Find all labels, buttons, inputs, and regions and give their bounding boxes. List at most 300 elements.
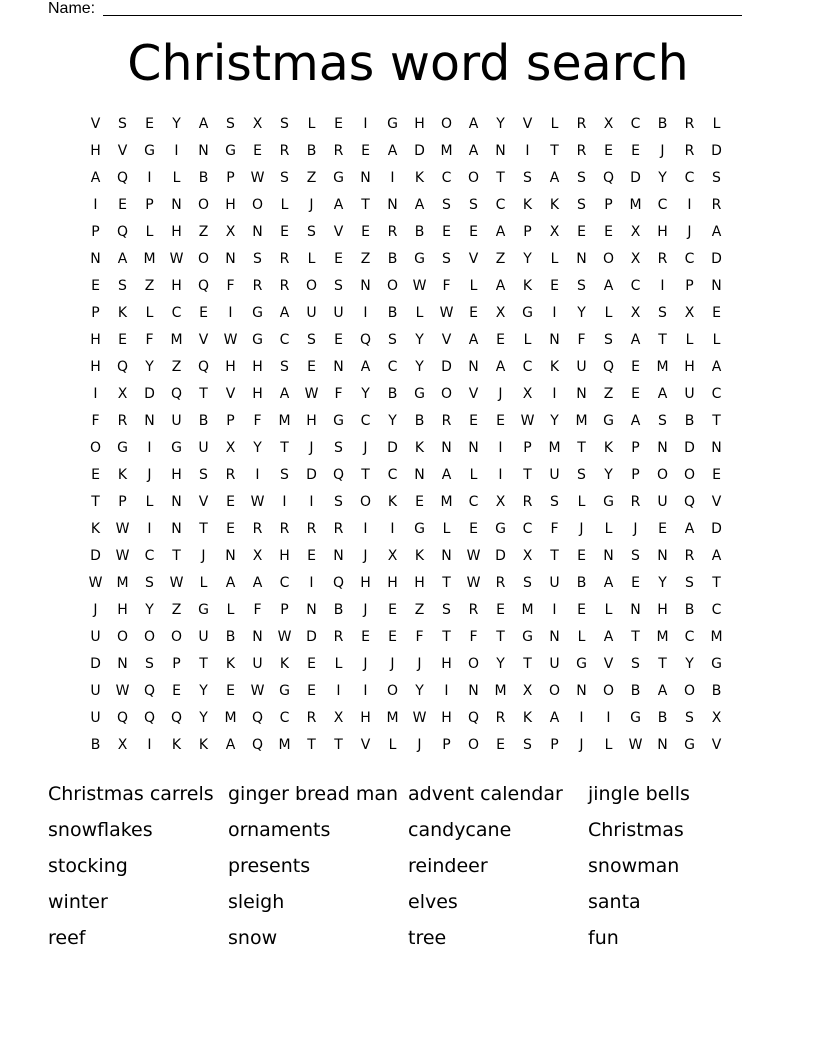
grid-letter[interactable]: A (603, 575, 614, 591)
grid-letter[interactable]: B (198, 413, 209, 429)
grid-letter[interactable]: C (360, 413, 371, 429)
grid-letter[interactable]: G (684, 737, 695, 753)
grid-letter[interactable]: T (712, 413, 721, 429)
grid-letter[interactable]: S (253, 251, 262, 267)
grid-letter[interactable]: R (495, 710, 506, 726)
grid-letter[interactable]: W (115, 521, 130, 537)
grid-letter[interactable]: S (280, 359, 289, 375)
grid-letter[interactable]: E (712, 305, 721, 321)
grid-letter[interactable]: S (118, 116, 127, 132)
grid-letter[interactable]: M (116, 575, 129, 591)
grid-letter[interactable]: Y (523, 251, 532, 267)
grid-letter[interactable]: T (307, 737, 316, 753)
grid-letter[interactable]: R (252, 278, 263, 294)
grid-letter[interactable]: I (147, 521, 152, 537)
grid-letter[interactable]: C (279, 710, 290, 726)
grid-letter[interactable]: A (711, 548, 722, 564)
grid-letter[interactable]: Q (170, 386, 183, 402)
grid-letter[interactable]: P (523, 440, 532, 456)
grid-letter[interactable]: K (522, 197, 533, 213)
grid-letter[interactable]: T (442, 629, 451, 645)
grid-letter[interactable]: N (171, 494, 182, 510)
grid-letter[interactable]: P (145, 197, 154, 213)
grid-letter[interactable]: I (93, 197, 98, 213)
grid-letter[interactable]: A (630, 413, 641, 429)
grid-letter[interactable]: S (523, 575, 532, 591)
grid-letter[interactable]: S (334, 440, 343, 456)
grid-letter[interactable]: R (576, 143, 587, 159)
grid-letter[interactable]: K (549, 359, 560, 375)
grid-letter[interactable]: Q (116, 710, 129, 726)
grid-letter[interactable]: E (226, 521, 235, 537)
grid-letter[interactable]: B (90, 737, 101, 753)
grid-letter[interactable]: C (279, 332, 290, 348)
grid-letter[interactable]: D (387, 440, 398, 456)
grid-letter[interactable]: P (631, 440, 640, 456)
grid-letter[interactable]: R (711, 197, 722, 213)
grid-letter[interactable]: N (468, 440, 479, 456)
grid-letter[interactable]: K (603, 440, 614, 456)
grid-letter[interactable]: C (387, 467, 398, 483)
grid-letter[interactable]: T (496, 629, 505, 645)
grid-letter[interactable]: A (468, 116, 479, 132)
grid-letter[interactable]: A (657, 683, 668, 699)
grid-letter[interactable]: A (495, 278, 506, 294)
grid-letter[interactable]: E (631, 575, 640, 591)
grid-letter[interactable]: G (603, 413, 614, 429)
grid-letter[interactable]: L (145, 494, 154, 510)
grid-letter[interactable]: W (169, 575, 184, 591)
grid-letter[interactable]: Z (198, 224, 209, 240)
grid-letter[interactable]: Q (332, 575, 345, 591)
grid-letter[interactable]: W (520, 413, 535, 429)
grid-letter[interactable]: T (280, 440, 289, 456)
grid-letter[interactable]: S (523, 737, 532, 753)
grid-letter[interactable]: E (577, 602, 586, 618)
grid-letter[interactable]: A (468, 332, 479, 348)
grid-letter[interactable]: I (390, 521, 395, 537)
grid-letter[interactable]: L (712, 116, 721, 132)
grid-letter[interactable]: E (469, 413, 478, 429)
grid-letter[interactable]: C (684, 170, 695, 186)
grid-letter[interactable]: E (577, 548, 586, 564)
grid-letter[interactable]: H (90, 332, 101, 348)
grid-letter[interactable]: Z (495, 251, 506, 267)
grid-letter[interactable]: M (143, 251, 156, 267)
grid-letter[interactable]: O (602, 251, 615, 267)
grid-letter[interactable]: T (658, 656, 667, 672)
grid-letter[interactable]: H (90, 143, 101, 159)
grid-letter[interactable]: K (117, 305, 128, 321)
grid-letter[interactable]: E (631, 386, 640, 402)
grid-letter[interactable]: A (225, 737, 236, 753)
grid-letter[interactable]: W (466, 548, 481, 564)
grid-letter[interactable]: N (576, 386, 587, 402)
grid-letter[interactable]: H (117, 602, 128, 618)
grid-letter[interactable]: W (304, 386, 319, 402)
grid-letter[interactable]: N (441, 548, 452, 564)
grid-letter[interactable]: X (252, 548, 263, 564)
grid-letter[interactable]: H (360, 575, 371, 591)
grid-letter[interactable]: I (255, 467, 260, 483)
grid-letter[interactable]: N (603, 548, 614, 564)
grid-letter[interactable]: D (306, 467, 317, 483)
grid-letter[interactable]: Q (332, 467, 345, 483)
grid-letter[interactable]: A (387, 143, 398, 159)
grid-letter[interactable]: D (630, 170, 641, 186)
grid-letter[interactable]: S (334, 494, 343, 510)
grid-letter[interactable]: X (603, 116, 614, 132)
grid-letter[interactable]: Y (145, 602, 154, 618)
grid-letter[interactable]: D (711, 521, 722, 537)
grid-letter[interactable]: E (361, 629, 370, 645)
grid-letter[interactable]: P (118, 494, 127, 510)
grid-letter[interactable]: P (604, 197, 613, 213)
grid-letter[interactable]: O (440, 386, 453, 402)
grid-letter[interactable]: A (468, 143, 479, 159)
grid-letter[interactable]: P (91, 224, 100, 240)
grid-letter[interactable]: K (198, 737, 209, 753)
grid-letter[interactable]: N (333, 359, 344, 375)
grid-letter[interactable]: L (685, 332, 694, 348)
grid-letter[interactable]: A (630, 332, 641, 348)
grid-letter[interactable]: E (469, 521, 478, 537)
grid-letter[interactable]: O (359, 494, 372, 510)
grid-letter[interactable]: E (550, 278, 559, 294)
grid-letter[interactable]: V (90, 116, 101, 132)
grid-letter[interactable]: X (225, 440, 236, 456)
grid-letter[interactable]: E (496, 737, 505, 753)
grid-letter[interactable]: J (579, 737, 584, 753)
grid-letter[interactable]: C (711, 602, 722, 618)
grid-letter[interactable]: F (253, 602, 262, 618)
grid-letter[interactable]: Y (145, 359, 154, 375)
grid-letter[interactable]: N (414, 467, 425, 483)
grid-letter[interactable]: C (630, 278, 641, 294)
grid-letter[interactable]: N (90, 251, 101, 267)
grid-letter[interactable]: A (117, 251, 128, 267)
grid-letter[interactable]: F (442, 278, 451, 294)
grid-letter[interactable]: A (279, 386, 290, 402)
grid-letter[interactable]: G (117, 440, 128, 456)
grid-letter[interactable]: I (93, 386, 98, 402)
grid-letter[interactable]: M (170, 332, 183, 348)
grid-letter[interactable]: O (251, 197, 264, 213)
grid-letter[interactable]: A (603, 278, 614, 294)
grid-letter[interactable]: W (115, 548, 130, 564)
grid-letter[interactable]: K (414, 548, 425, 564)
grid-letter[interactable]: B (387, 305, 398, 321)
grid-letter[interactable]: S (226, 116, 235, 132)
grid-letter[interactable]: N (306, 602, 317, 618)
grid-letter[interactable]: U (549, 575, 560, 591)
grid-letter[interactable]: I (363, 683, 368, 699)
grid-letter[interactable]: X (117, 386, 128, 402)
grid-letter[interactable]: Y (253, 440, 262, 456)
grid-letter[interactable]: K (171, 737, 182, 753)
grid-letter[interactable]: R (279, 278, 290, 294)
grid-letter[interactable]: Y (496, 116, 505, 132)
grid-letter[interactable]: B (711, 683, 722, 699)
grid-letter[interactable]: N (225, 251, 236, 267)
grid-letter[interactable]: D (90, 548, 101, 564)
grid-letter[interactable]: Y (604, 467, 613, 483)
grid-letter[interactable]: E (442, 224, 451, 240)
grid-letter[interactable]: G (198, 602, 209, 618)
grid-letter[interactable]: E (415, 494, 424, 510)
grid-letter[interactable]: V (360, 737, 371, 753)
grid-letter[interactable]: Z (414, 602, 425, 618)
grid-letter[interactable]: O (467, 737, 480, 753)
grid-letter[interactable]: P (523, 224, 532, 240)
grid-letter[interactable]: E (604, 224, 613, 240)
grid-letter[interactable]: V (468, 251, 479, 267)
grid-letter[interactable]: R (333, 143, 344, 159)
grid-letter[interactable]: R (279, 143, 290, 159)
grid-letter[interactable]: D (684, 440, 695, 456)
grid-letter[interactable]: W (115, 683, 130, 699)
grid-letter[interactable]: L (307, 251, 316, 267)
grid-letter[interactable]: H (360, 710, 371, 726)
grid-letter[interactable]: E (280, 224, 289, 240)
grid-letter[interactable]: V (711, 737, 722, 753)
grid-letter[interactable]: T (631, 629, 640, 645)
grid-letter[interactable]: E (361, 143, 370, 159)
grid-letter[interactable]: A (549, 170, 560, 186)
grid-letter[interactable]: X (387, 548, 398, 564)
grid-letter[interactable]: U (90, 710, 101, 726)
grid-letter[interactable]: R (576, 116, 587, 132)
grid-letter[interactable]: I (606, 710, 611, 726)
grid-letter[interactable]: R (684, 548, 695, 564)
grid-letter[interactable]: V (522, 116, 533, 132)
grid-letter[interactable]: N (657, 548, 668, 564)
grid-letter[interactable]: Q (116, 224, 129, 240)
grid-letter[interactable]: F (91, 413, 100, 429)
grid-letter[interactable]: V (198, 494, 209, 510)
grid-letter[interactable]: B (225, 629, 236, 645)
grid-letter[interactable]: O (386, 278, 399, 294)
grid-letter[interactable]: J (579, 521, 584, 537)
grid-letter[interactable]: X (630, 251, 641, 267)
grid-letter[interactable]: W (412, 710, 427, 726)
grid-letter[interactable]: O (440, 116, 453, 132)
grid-letter[interactable]: E (496, 413, 505, 429)
grid-letter[interactable]: T (550, 548, 559, 564)
grid-letter[interactable]: Y (415, 332, 424, 348)
grid-letter[interactable]: L (280, 197, 289, 213)
grid-letter[interactable]: J (363, 440, 368, 456)
grid-letter[interactable]: M (548, 440, 561, 456)
grid-letter[interactable]: A (225, 575, 236, 591)
grid-letter[interactable]: D (711, 251, 722, 267)
grid-letter[interactable]: R (333, 629, 344, 645)
grid-letter[interactable]: J (660, 143, 665, 159)
grid-letter[interactable]: R (684, 143, 695, 159)
grid-letter[interactable]: O (548, 683, 561, 699)
grid-letter[interactable]: L (550, 116, 559, 132)
grid-letter[interactable]: Y (415, 683, 424, 699)
grid-letter[interactable]: Q (467, 710, 480, 726)
grid-letter[interactable]: O (197, 197, 210, 213)
grid-letter[interactable]: E (172, 683, 181, 699)
grid-letter[interactable]: B (414, 224, 425, 240)
grid-letter[interactable]: B (333, 602, 344, 618)
grid-letter[interactable]: B (684, 602, 695, 618)
grid-letter[interactable]: H (657, 602, 668, 618)
grid-letter[interactable]: O (305, 278, 318, 294)
grid-letter[interactable]: G (603, 494, 614, 510)
grid-letter[interactable]: L (604, 737, 613, 753)
grid-letter[interactable]: N (171, 521, 182, 537)
grid-letter[interactable]: R (306, 521, 317, 537)
grid-letter[interactable]: G (252, 332, 263, 348)
grid-letter[interactable]: E (631, 359, 640, 375)
grid-letter[interactable]: M (440, 143, 453, 159)
grid-letter[interactable]: T (199, 521, 208, 537)
grid-letter[interactable]: C (684, 251, 695, 267)
grid-letter[interactable]: U (90, 683, 101, 699)
grid-letter[interactable]: M (440, 494, 453, 510)
grid-letter[interactable]: Y (172, 116, 181, 132)
grid-letter[interactable]: N (576, 683, 587, 699)
grid-letter[interactable]: S (577, 278, 586, 294)
grid-letter[interactable]: F (145, 332, 154, 348)
grid-letter[interactable]: L (577, 494, 586, 510)
grid-letter[interactable]: N (657, 440, 668, 456)
grid-letter[interactable]: R (279, 251, 290, 267)
grid-letter[interactable]: C (279, 575, 290, 591)
grid-letter[interactable]: L (226, 602, 235, 618)
grid-letter[interactable]: A (711, 224, 722, 240)
grid-letter[interactable]: H (441, 710, 452, 726)
grid-letter[interactable]: M (656, 359, 669, 375)
grid-letter[interactable]: M (629, 197, 642, 213)
grid-letter[interactable]: O (467, 656, 480, 672)
grid-letter[interactable]: P (550, 737, 559, 753)
grid-letter[interactable]: U (198, 629, 209, 645)
grid-letter[interactable]: G (576, 656, 587, 672)
grid-letter[interactable]: S (388, 332, 397, 348)
grid-letter[interactable]: F (334, 386, 343, 402)
grid-letter[interactable]: K (549, 197, 560, 213)
grid-letter[interactable]: O (386, 683, 399, 699)
grid-letter[interactable]: L (604, 305, 613, 321)
grid-letter[interactable]: R (522, 494, 533, 510)
grid-letter[interactable]: I (336, 683, 341, 699)
grid-letter[interactable]: H (90, 359, 101, 375)
grid-letter[interactable]: V (441, 332, 452, 348)
grid-letter[interactable]: I (363, 521, 368, 537)
grid-letter[interactable]: U (306, 305, 317, 321)
grid-letter[interactable]: C (171, 305, 182, 321)
grid-letter[interactable]: N (630, 602, 641, 618)
grid-letter[interactable]: M (575, 413, 588, 429)
grid-letter[interactable]: I (579, 710, 584, 726)
grid-letter[interactable]: S (145, 656, 154, 672)
grid-letter[interactable]: K (387, 494, 398, 510)
grid-letter[interactable]: W (250, 170, 265, 186)
grid-letter[interactable]: U (90, 629, 101, 645)
grid-letter[interactable]: X (522, 548, 533, 564)
grid-letter[interactable]: T (712, 575, 721, 591)
grid-letter[interactable]: A (198, 116, 209, 132)
grid-letter[interactable]: E (604, 143, 613, 159)
grid-letter[interactable]: R (387, 224, 398, 240)
grid-letter[interactable]: E (712, 467, 721, 483)
grid-letter[interactable]: X (117, 737, 128, 753)
grid-letter[interactable]: U (549, 656, 560, 672)
grid-letter[interactable]: H (171, 278, 182, 294)
grid-letter[interactable]: L (523, 332, 532, 348)
grid-letter[interactable]: G (414, 251, 425, 267)
grid-letter[interactable]: E (334, 251, 343, 267)
grid-letter[interactable]: E (253, 143, 262, 159)
grid-letter[interactable]: S (469, 197, 478, 213)
grid-letter[interactable]: X (630, 305, 641, 321)
grid-letter[interactable]: K (414, 170, 425, 186)
grid-letter[interactable]: S (685, 575, 694, 591)
grid-letter[interactable]: H (414, 116, 425, 132)
grid-letter[interactable]: A (279, 305, 290, 321)
grid-letter[interactable]: D (414, 143, 425, 159)
grid-letter[interactable]: A (252, 575, 263, 591)
grid-letter[interactable]: H (225, 359, 236, 375)
grid-letter[interactable]: A (495, 224, 506, 240)
grid-letter[interactable]: N (711, 278, 722, 294)
grid-letter[interactable]: S (577, 170, 586, 186)
grid-letter[interactable]: V (711, 494, 722, 510)
grid-letter[interactable]: H (387, 575, 398, 591)
grid-letter[interactable]: G (144, 143, 155, 159)
grid-letter[interactable]: K (522, 710, 533, 726)
grid-letter[interactable]: W (466, 575, 481, 591)
grid-letter[interactable]: E (199, 305, 208, 321)
grid-letter[interactable]: L (712, 332, 721, 348)
grid-letter[interactable]: T (199, 656, 208, 672)
grid-letter[interactable]: N (198, 143, 209, 159)
grid-letter[interactable]: H (684, 359, 695, 375)
grid-letter[interactable]: V (225, 386, 236, 402)
grid-letter[interactable]: Z (306, 170, 317, 186)
grid-letter[interactable]: R (333, 521, 344, 537)
grid-letter[interactable]: M (521, 602, 534, 618)
grid-letter[interactable]: S (658, 413, 667, 429)
grid-letter[interactable]: G (414, 521, 425, 537)
grid-letter[interactable]: J (309, 197, 314, 213)
grid-letter[interactable]: L (388, 737, 397, 753)
grid-letter[interactable]: E (469, 305, 478, 321)
grid-letter[interactable]: C (711, 386, 722, 402)
grid-letter[interactable]: R (468, 602, 479, 618)
grid-letter[interactable]: E (118, 332, 127, 348)
grid-letter[interactable]: F (469, 629, 478, 645)
grid-letter[interactable]: U (198, 440, 209, 456)
grid-letter[interactable]: T (334, 737, 343, 753)
grid-letter[interactable]: S (307, 332, 316, 348)
grid-letter[interactable]: S (334, 278, 343, 294)
grid-letter[interactable]: N (711, 440, 722, 456)
grid-letter[interactable]: F (253, 413, 262, 429)
grid-letter[interactable]: Y (577, 305, 586, 321)
grid-letter[interactable]: C (657, 197, 668, 213)
grid-letter[interactable]: R (495, 575, 506, 591)
grid-letter[interactable]: K (279, 656, 290, 672)
grid-letter[interactable]: E (118, 197, 127, 213)
grid-letter[interactable]: W (250, 494, 265, 510)
name-underline[interactable] (103, 15, 742, 16)
grid-letter[interactable]: H (441, 656, 452, 672)
